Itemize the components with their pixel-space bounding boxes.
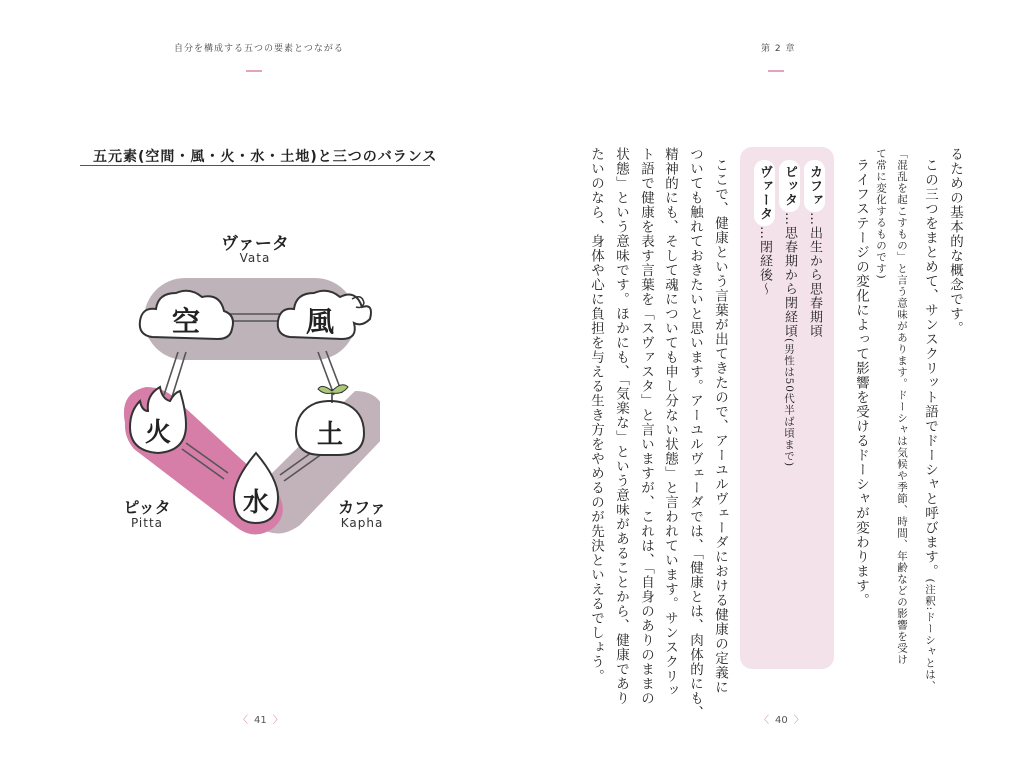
fire-char: 火: [144, 418, 172, 448]
stage-row-pitta: ピッタ…思春期から閉経頃(男性は50代半ば頃まで): [779, 160, 800, 467]
page-number-left: 〈 41 〉: [238, 715, 283, 726]
pitta-roman-label: Pitta: [130, 516, 164, 530]
body-line-health-5: 状態」という意味です。ほかにも、「気楽な」という意味があることから、健康であり: [613, 147, 629, 706]
five-elements-diagram: [100, 215, 380, 540]
running-head-right: 第 2 章: [761, 44, 796, 54]
kapha-roman-label: Kapha: [340, 516, 384, 530]
body-line-health-4: ト語で健康を表す言葉を「スヴァスタ」と言いますが、これは、「自身のありのままの: [638, 147, 654, 706]
space-char: 空: [171, 305, 201, 338]
stage-row-vata: ヴァータ…閉経後〜: [754, 160, 775, 296]
page-number-right: 〈 40 〉: [759, 715, 804, 726]
note-line-2: て常に変化するものです): [875, 148, 887, 280]
section-title-rule: [80, 165, 430, 166]
section-title: 五元素(空間・風・火・水・土地)と三つのバランス: [93, 149, 438, 165]
vata-roman-label: Vata: [239, 251, 271, 265]
vata-label: ヴァータ: [221, 234, 289, 254]
note-open: (注釈:ドーシャとは、: [924, 578, 936, 692]
wind-char: 風: [305, 305, 335, 338]
page-number-right-value: 40: [775, 715, 788, 726]
earth-char: 土: [316, 420, 344, 450]
water-char: 水: [242, 488, 270, 518]
body-line-2: この三つをまとめて、サンスクリット語でドーシャと呼びます。(注釈:ドーシャとは、: [922, 158, 938, 692]
page-number-left-value: 41: [254, 715, 267, 726]
left-page: [0, 0, 513, 758]
kapha-label: カファ: [338, 498, 386, 517]
body-line-1: るための基本的な概念です。: [947, 147, 963, 336]
body-line-health-3: 精神的にも、そして魂についても申し分ない状態」と言われています。サンスクリッ: [662, 147, 678, 698]
running-head-left: 自分を構成する五つの要素とつながる: [174, 44, 344, 54]
body-line-health-6: たいのなら、身体や心に負担を与える生き方をやめるのが先決といえるでしょう。: [588, 147, 604, 684]
body-line-health-2: ついても触れておきたいと思います。アーユルヴェーダでは、「健康とは、肉体的にも、: [687, 147, 703, 721]
body-line-lifestage: ライフステージの変化によって影響を受けるドーシャが変わります。: [853, 158, 869, 608]
body-line-health-1: ここで、健康という言葉が出てきたので、アーユルヴェーダにおける健康の定義に: [712, 158, 728, 695]
note-line-1: 「混乱を起こすもの」と言う意味があります。ドーシャは気候や季節、時間、年齢などの影響を受け: [896, 148, 908, 666]
running-head-dash-left: [246, 70, 262, 72]
pitta-label: ピッタ: [123, 498, 171, 517]
stage-row-kapha: カファ…出生から思春期頃: [804, 160, 825, 338]
running-head-dash-right: [768, 70, 784, 72]
